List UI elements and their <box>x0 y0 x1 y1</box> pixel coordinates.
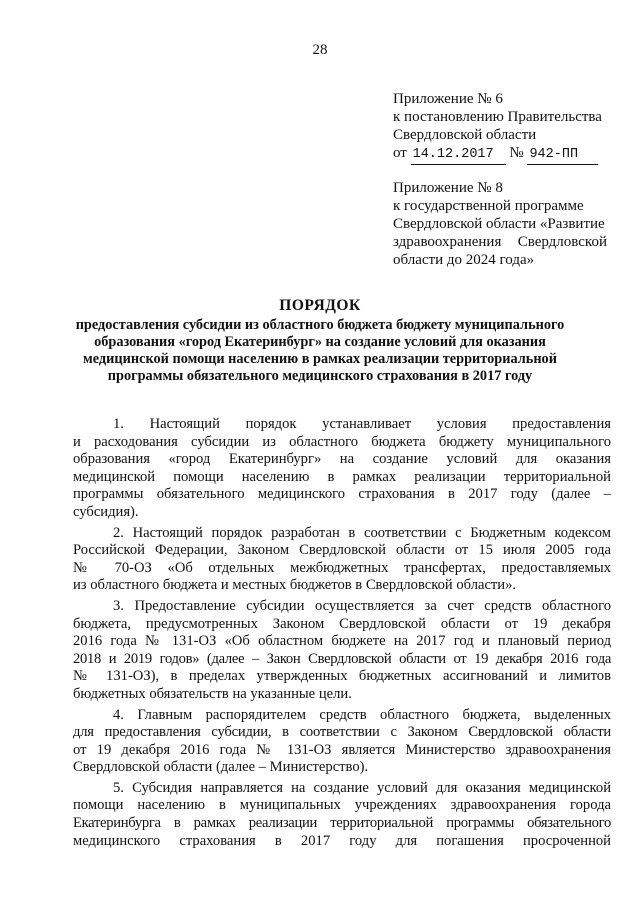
paragraph-line: 2018 и 2019 годов» (далее – Закон Свердловской области от 19 декабря 2016 года <box>73 650 611 667</box>
paragraph-line: помощи населению в муниципальных учреждениях здравоохранения города <box>73 797 611 814</box>
document-body <box>73 416 611 853</box>
appendix-6-line-3: Свердловской области <box>393 127 537 143</box>
paragraph-line: 3. Предоставление субсидии осуществляется за счет средств областного <box>113 597 611 614</box>
paragraph-line: 4. Главным распорядителем средств областного бюджета, выделенных <box>113 706 611 723</box>
appendix-6-title: Приложение № 6 <box>393 91 503 107</box>
paragraph-line: медицинского страхования в 2017 году для погашения просроченной <box>73 832 611 849</box>
date-prefix: от <box>393 145 407 161</box>
document-title: ПОРЯДОК <box>279 297 361 314</box>
paragraph-line: образования «город Екатеринбург» на создание условий для оказания <box>73 451 611 468</box>
paragraph-line: бюджетных обязательств на указанные цели. <box>73 685 352 702</box>
subtitle-line: программы обязательного медицинского страхования в 2017 году <box>107 368 533 384</box>
decree-number: 942-ПП <box>527 146 598 165</box>
paragraph-line: 1. Настоящий порядок устанавливает условия предоставления <box>113 416 611 432</box>
page-number: 28 <box>312 42 328 58</box>
paragraph-line: Свердловской области (далее – Министерство). <box>73 759 369 776</box>
appendix-6-block <box>393 90 607 165</box>
paragraph-line: медицинской помощи населению в рамках реализации территориальной <box>73 468 611 485</box>
number-prefix: № <box>509 145 524 161</box>
paragraph-line: Российской Федерации, Законом Свердловской области от 15 июля 2005 года <box>73 542 611 559</box>
paragraph-line: для предоставления субсидии, в соответствии с Законом Свердловской области <box>73 724 611 741</box>
paragraph-line: бюджета, предусмотренных Законом Свердловской области от 19 декабря <box>73 615 611 632</box>
appendix-8-line-5: области до 2024 года» <box>393 252 535 268</box>
paragraph-line: № 70-ОЗ «Об отдельных межбюджетных трансфертах, предоставляемых <box>73 559 611 576</box>
paragraph-line: Екатеринбурга в рамках реализации территориальной программы обязательного <box>73 815 611 832</box>
subtitle-line: предоставления субсидии из областного бюджета бюджету муниципального <box>75 317 565 333</box>
paragraph-3 <box>73 598 611 704</box>
paragraph-4 <box>73 707 611 777</box>
subtitle-line: медицинской помощи населению в рамках реализации территориальной <box>83 351 557 367</box>
appendix-6-signature-row <box>393 144 607 165</box>
appendix-8-line-3: Свердловской области «Развитие <box>393 216 605 232</box>
paragraph-line: 5. Субсидия направляется на создание условий для оказания медицинской <box>113 779 611 796</box>
appendix-6-line-2: к постановлению Правительства <box>393 109 602 125</box>
paragraph-line: субсидия). <box>73 503 139 520</box>
paragraph-2 <box>73 525 611 595</box>
paragraph-line: и расходования субсидии из областного бюджета бюджету муниципального <box>73 433 611 450</box>
appendix-8-line-4: здравоохранения Свердловской <box>393 234 607 250</box>
paragraph-line: программы обязательного медицинского страхования в 2017 году (далее – <box>73 486 611 503</box>
subtitle-line: образования «город Екатеринбург» на создание условий для оказания <box>94 334 546 350</box>
decree-date: 14.12.2017 <box>411 146 506 165</box>
paragraph-line: из областного бюджета и местных бюджетов в Свердловской области». <box>73 577 517 594</box>
document-subtitle <box>70 317 570 385</box>
paragraph-1 <box>73 416 611 522</box>
paragraph-line: от 19 декабря 2016 года № 131-ОЗ является Министерство здравоохранения <box>73 741 611 758</box>
paragraph-5 <box>73 780 611 850</box>
paragraph-line: 2016 года № 131-ОЗ «Об областном бюджете на 2017 год и плановый период <box>73 633 611 650</box>
paragraph-line: 2. Настоящий порядок разработан в соответствии с Бюджетным кодексом <box>113 524 611 541</box>
appendix-8-block <box>393 179 607 269</box>
appendix-8-line-2: к государственной программе <box>393 198 584 214</box>
paragraph-line: № 131-ОЗ), в пределах утвержденных бюджетных ассигнований и лимитов <box>73 668 611 685</box>
appendix-8-title: Приложение № 8 <box>393 180 503 196</box>
